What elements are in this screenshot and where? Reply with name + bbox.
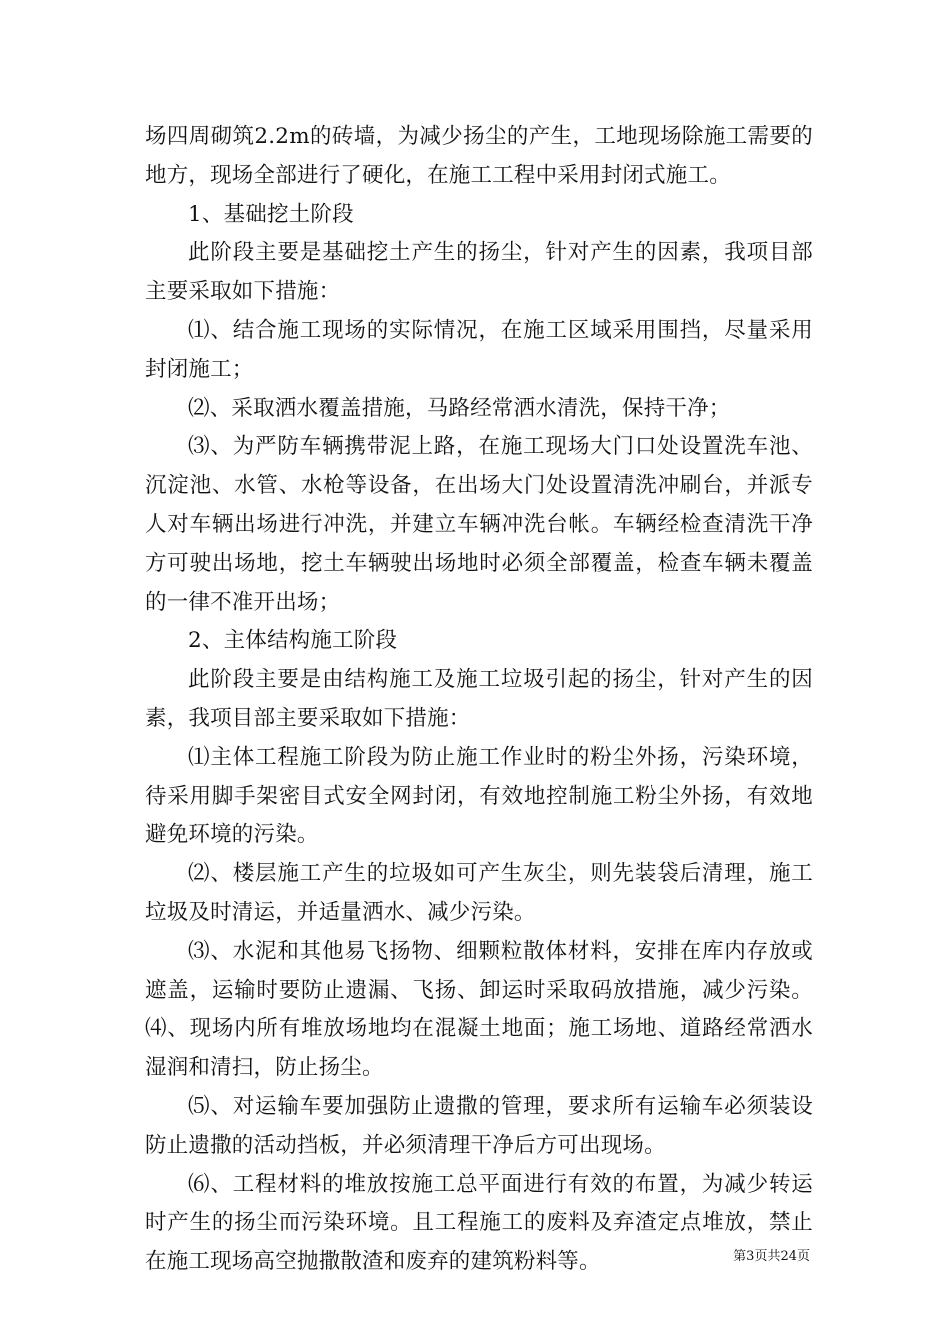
body-text	[145, 118, 813, 1282]
list-item: ⑹、工程材料的堆放按施工总平面进行有效的布置，为减少转运时产生的扬尘而污染环境。且工程施工的废料及弃渣定点堆放，禁止在施工现场高空抛撒散渣和废弃的建筑粉料等。	[145, 1171, 813, 1275]
list-item: ⑵、采取洒水覆盖措施，马路经常洒水清洗，保持干净；	[188, 395, 731, 421]
paragraph: 此阶段主要是基础挖土产生的扬尘，针对产生的因素，我项目部主要采取如下措施：	[145, 240, 813, 305]
list-item: ⑸、对运输车要加强防止遗撒的管理，要求所有运输车必须装设防止遗撒的活动挡板，并必须清理干净后方可出现场。	[145, 1093, 813, 1158]
section-heading: 1、基础挖土阶段	[188, 201, 354, 227]
list-item: ⑴、结合施工现场的实际情况，在施工区域采用围挡，尽量采用封闭施工；	[145, 317, 813, 382]
list-item: ⑶、为严防车辆携带泥上路，在施工现场大门口处设置洗车池、沉淀池、水管、水枪等设备，在出场大门处设置清洗冲刷台，并派专人对车辆出场进行冲洗，并建立车辆冲洗台帐。车辆经检查清洗干净方可驶出场地，挖土车辆驶出场地时必须全部覆盖，检查车辆未覆盖的一律不准开出场；	[145, 434, 813, 615]
section-heading: 2、主体结构施工阶段	[188, 628, 398, 654]
paragraph: 场四周砌筑2.2m的砖墙，为减少扬尘的产生，工地现场除施工需要的地方，现场全部进行了硬化，在施工工程中采用封闭式施工。	[145, 124, 813, 188]
page-number: 第3页共24页	[733, 1249, 810, 1264]
list-item: ⑴主体工程施工阶段为防止施工作业时的粉尘外扬，污染环境，待采用脚手架密目式安全网封闭，有效地控制施工粉尘外扬，有效地避免环境的污染。	[145, 744, 813, 848]
list-item: ⑵、楼层施工产生的垃圾如可产生灰尘，则先装袋后清理，施工垃圾及时清运，并适量洒水、减少污染。	[145, 861, 813, 925]
list-item: ⑶、水泥和其他易飞扬物、细颗粒散体材料，安排在库内存放或遮盖，运输时要防止遗漏、飞扬、卸运时采取码放措施，减少污染。⑷、现场内所有堆放场地均在混凝土地面；施工场地、道路经常洒水湿润和清扫，防止扬尘。	[145, 938, 813, 1081]
paragraph: 此阶段主要是由结构施工及施工垃圾引起的扬尘，针对产生的因素，我项目部主要采取如下措施：	[145, 667, 813, 731]
